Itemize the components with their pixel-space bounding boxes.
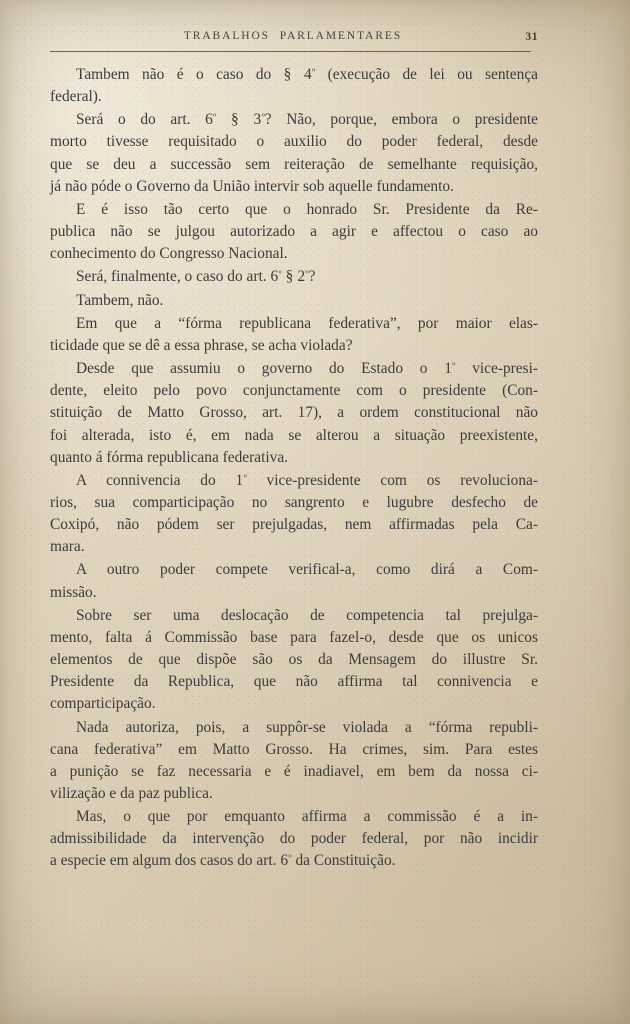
paragraph <box>50 605 538 716</box>
page-number: 31 <box>525 29 538 43</box>
text-line: Tambem, não. <box>76 291 164 309</box>
text-line: elementos de que dispõe são os da Mensagem do illustre Sr. <box>50 651 538 669</box>
text-line: a especie em algum dos casos do art. $6^º$ da Constituição. <box>50 852 396 870</box>
body-text-block <box>50 64 538 874</box>
paragraph <box>50 470 538 559</box>
text-line: admissibilidade da intervenção do poder federal, por não incidir <box>50 830 538 848</box>
paragraph <box>50 559 538 603</box>
text-line: foi alterada, isto é, em nada se alterou a situação preexistente, <box>50 426 538 444</box>
text-line: Tambem não é o caso do § $4^º$ (execução de lei ou sentença <box>76 66 538 83</box>
text-line: Será, finalmente, o caso do art. $6^º$ § $2^º$? <box>76 268 316 286</box>
text-line: publica não se julgou autorizado a agir e affectou o caso ao <box>50 223 538 241</box>
text-line: dente, eleito pelo povo conjunctamente com o presidente (Con- <box>50 382 538 400</box>
text-line: conhecimento do Congresso Nacional. <box>50 245 288 263</box>
text-line: que se deu a successão sem reiteração de semelhante requisição, <box>50 155 538 173</box>
paragraph <box>50 109 538 198</box>
text-line: A outro poder compete verifical-a, como dirá a Com- <box>76 561 538 579</box>
text-line: stituição de Matto Grosso, art. 17), a ordem constitucional não <box>50 404 538 422</box>
text-line: comparticipação. <box>50 695 156 713</box>
text-line: ticidade que se dê a essa phrase, se acha violada? <box>50 336 353 354</box>
paragraph <box>50 199 538 265</box>
paragraph <box>50 358 538 469</box>
text-line: Será o do art. $6^º$ § $3^º$? Não, porque, embora o presidente <box>76 111 538 129</box>
text-line: Presidente da Republica, que não affirma tal connivencia e <box>50 673 538 691</box>
text-line: quanto á fórma republicana federativa. <box>50 448 289 466</box>
text-line: vilização e da paz publica. <box>50 785 213 802</box>
text-line: Sobre ser uma deslocação de competencia tal prejulga- <box>76 606 538 624</box>
text-line: A connivencia do $1^º$ vice-presidente com os revoluciona- <box>76 471 538 489</box>
paragraph <box>50 64 538 108</box>
text-line: mento, falta á Commissão base para fazel-o, desde que os unicos <box>50 628 538 646</box>
text-line: a punição se faz necessaria e é inadiavel, em bem da nossa ci- <box>50 762 538 780</box>
paragraph <box>50 290 538 312</box>
text-line: já não póde o Governo da União intervir sob aquelle fundamento. <box>50 177 454 195</box>
text-line: rios, sua comparticipação no sangrento e lugubre desfecho de <box>50 493 538 511</box>
paragraph <box>50 266 538 288</box>
paragraph <box>50 717 538 806</box>
text-line: Em que a “fórma republicana federativa”, por maior elas- <box>76 314 538 332</box>
text-line: E é isso tão certo que o honrado Sr. Presidente da Re- <box>76 200 538 218</box>
text-line: Coxipó, não pódem ser prejulgadas, nem affirmadas pela Ca- <box>50 516 538 534</box>
paragraph <box>50 806 538 872</box>
text-line: federal). <box>50 88 102 106</box>
paragraph <box>50 313 538 357</box>
text-line: Desde que assumiu o governo do Estado o $1^º$ vice-presi- <box>76 360 538 378</box>
text-line: morto tivesse requisitado o auxilio do poder federal, desde <box>50 133 538 151</box>
text-line: cana federativa” em Matto Grosso. Ha crimes, sim. Para estes <box>50 740 538 758</box>
text-line: missão. <box>50 583 97 601</box>
text-line: mara. <box>50 538 85 556</box>
text-line: Nada autoriza, pois, a suppôr-se violada a “fórma republi- <box>76 718 538 736</box>
running-head: TRABALHOS PARLAMENTARES <box>183 30 403 42</box>
header-rule <box>50 51 531 52</box>
text-line: Mas, o que por emquanto affirma a commissão é a in- <box>76 808 538 826</box>
